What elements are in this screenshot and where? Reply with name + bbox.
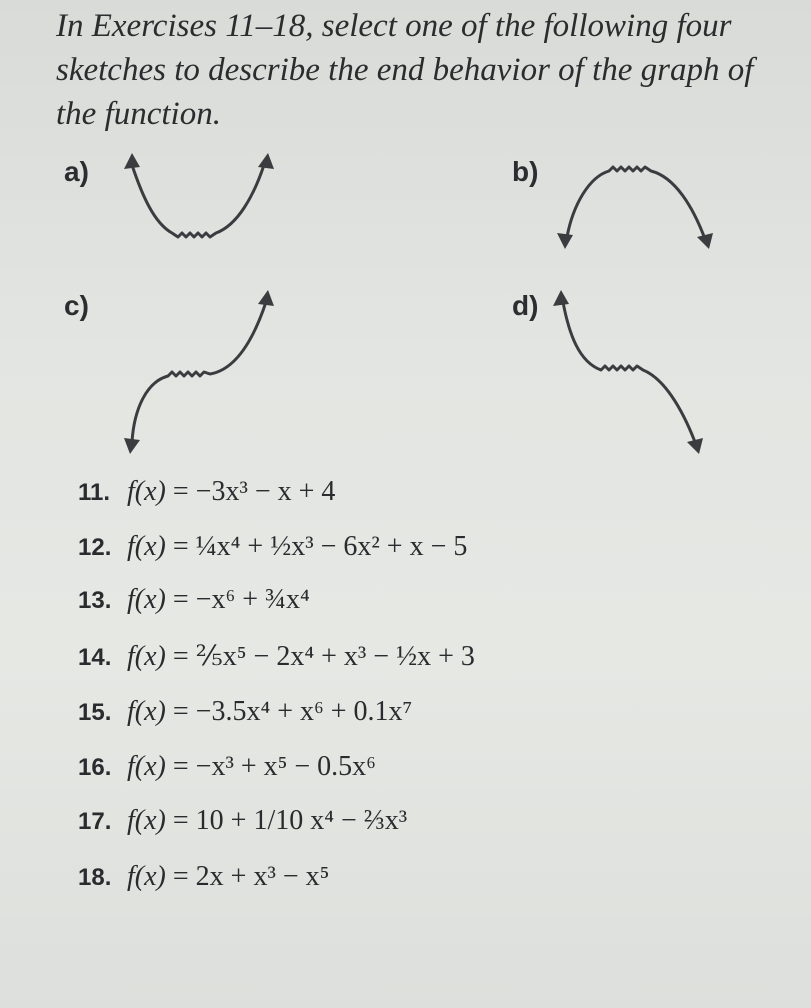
function-expression: = 10 + 1/10 x⁴ − ⅔x³ — [172, 805, 408, 836]
sketch-c-down-up — [118, 282, 278, 462]
exercise-17 — [78, 805, 407, 845]
function-name: f(x) — [127, 861, 166, 892]
function-expression: = −3.5x⁴ + x⁶ + 0.1x⁷ — [172, 696, 413, 727]
exercise-number: 14. — [78, 644, 112, 671]
function-name: f(x) — [127, 531, 166, 562]
exercise-instructions: In Exercises 11–18, select one of the following four sketches to describe the end behavior of the graph of the function. — [56, 8, 754, 132]
function-name: f(x) — [127, 805, 166, 836]
function-expression: = ¼x⁴ + ½x³ − 6x² + x − 5 — [172, 531, 468, 562]
exercise-number: 17. — [78, 808, 112, 835]
function-name: f(x) — [127, 476, 166, 507]
function-name: f(x) — [127, 696, 166, 727]
exercise-18 — [78, 861, 329, 901]
exercise-12 — [78, 531, 467, 571]
sketch-b-down-down — [545, 145, 725, 255]
function-name: f(x) — [127, 641, 166, 672]
sketch-a-up-up — [110, 145, 280, 255]
option-a-label: a) — [64, 156, 89, 187]
exercise-15 — [78, 696, 412, 736]
function-expression: = −x³ + x⁵ − 0.5x⁶ — [172, 751, 376, 782]
exercise-number: 16. — [78, 754, 112, 781]
exercise-number: 12. — [78, 534, 112, 561]
exercise-number: 15. — [78, 699, 112, 726]
exercise-number: 13. — [78, 587, 112, 614]
sketch-d-up-down — [545, 282, 715, 462]
exercise-number: 18. — [78, 864, 112, 891]
function-name: f(x) — [127, 584, 166, 615]
function-expression: = ⅖x⁵ − 2x⁴ + x³ − ½x + 3 — [172, 641, 475, 672]
function-expression: = −3x³ − x + 4 — [172, 476, 336, 507]
option-d-label: d) — [512, 290, 539, 321]
option-c-label: c) — [64, 290, 89, 321]
exercise-13 — [78, 584, 310, 624]
exercise-14 — [78, 639, 475, 679]
exercise-11 — [78, 476, 335, 516]
exercise-16 — [78, 751, 376, 791]
exercise-number: 11. — [78, 479, 111, 506]
option-b-label: b) — [512, 156, 539, 187]
function-expression: = 2x + x³ − x⁵ — [172, 861, 330, 892]
function-name: f(x) — [127, 751, 166, 782]
function-expression: = −x⁶ + ¾x⁴ — [172, 584, 310, 615]
